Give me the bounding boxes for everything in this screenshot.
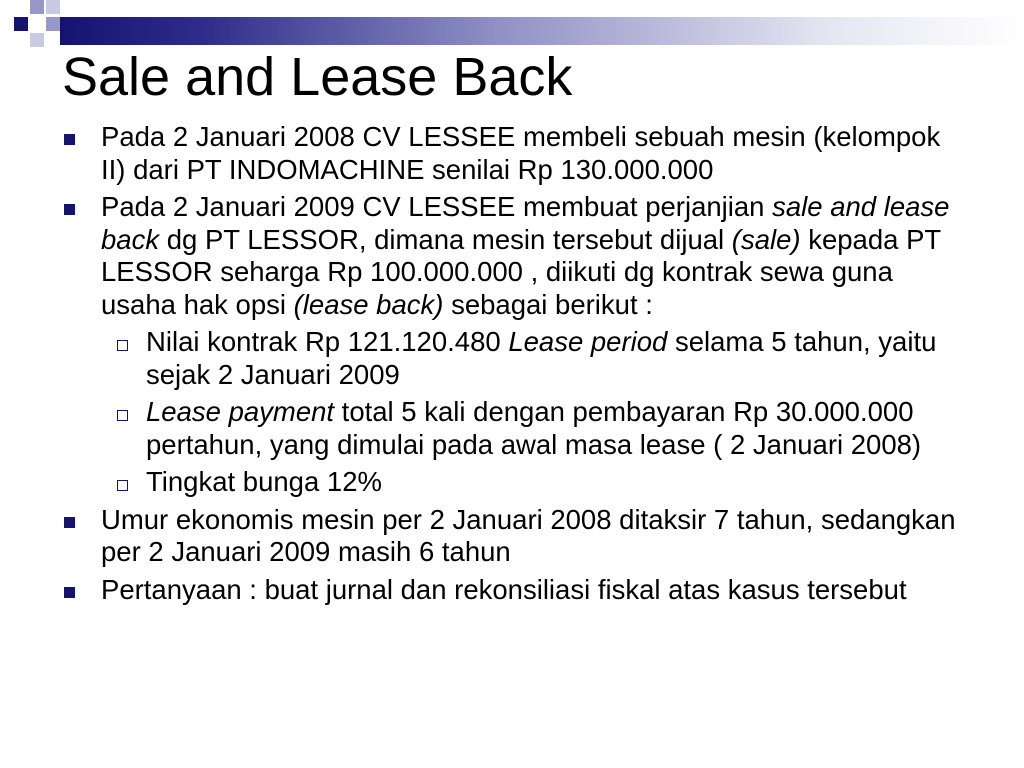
bullet-purchase [62, 121, 962, 186]
bullet-text: total 5 kali dengan pembayaran Rp 30.000.000 pertahun, yang dimulai pada awal masa lease ( 2 Januari 2008) [146, 396, 922, 460]
decor-square [46, 0, 60, 14]
bullet-agreement [62, 191, 962, 321]
bullet-text: sebagai berikut : [443, 288, 653, 320]
decor-square [46, 17, 60, 31]
bullet-emphasis: (sale) [731, 223, 801, 255]
subbullet-lease-payment [108, 396, 962, 461]
bullet-economic-life [62, 504, 962, 569]
hollow-square-icon [117, 480, 128, 491]
bullet-text: Pada 2 Januari 2008 CV LESSEE membeli sebuah mesin (kelompok II) dari PT INDOMACHINE senilai Rp 130.000.000 [101, 121, 941, 185]
bullet-square-icon [64, 204, 75, 215]
bullet-text: Nilai kontrak Rp 121.120.480 [146, 326, 509, 357]
slide-title: Sale and Lease Back [62, 47, 573, 107]
header-gradient-bar [60, 17, 1024, 45]
bullet-text: Pertanyaan : buat jurnal dan rekonsiliasi fiskal atas kasus tersebut [101, 573, 907, 605]
slide-content [62, 121, 962, 611]
bullet-text: kepada PT LESSOR seharga Rp 100.000.000 , diikuti dg kontrak sewa guna usaha hak opsi [101, 223, 941, 320]
decor-square [14, 17, 28, 31]
bullet-emphasis: (lease back) [293, 288, 444, 320]
bullet-square-icon [64, 587, 75, 598]
bullet-text: Tingkat bunga 12% [146, 466, 382, 497]
bullet-square-icon [64, 134, 75, 145]
hollow-square-icon [117, 340, 128, 351]
bullet-text: dg PT LESSOR, dimana mesin tersebut dijual [159, 223, 732, 255]
bullet-text: Pada 2 Januari 2009 CV LESSEE membuat perjanjian [101, 191, 773, 222]
hollow-square-icon [117, 410, 128, 421]
subbullet-interest-rate [108, 466, 962, 499]
bullet-emphasis: sale and lease back [101, 191, 950, 255]
bullet-question [62, 574, 962, 607]
bullet-emphasis: Lease payment [146, 396, 335, 427]
decor-square [30, 33, 44, 47]
bullet-text: selama 5 tahun, yaitu sejak 2 Januari 2009 [146, 326, 937, 390]
bullet-text: Umur ekonomis mesin per 2 Januari 2008 ditaksir 7 tahun, sedangkan per 2 Januari 2009 masih 6 tahun [101, 503, 956, 567]
bullet-square-icon [64, 517, 75, 528]
decor-square [30, 0, 44, 14]
subbullet-contract-value [108, 326, 962, 391]
bullet-emphasis: Lease period [508, 326, 668, 357]
